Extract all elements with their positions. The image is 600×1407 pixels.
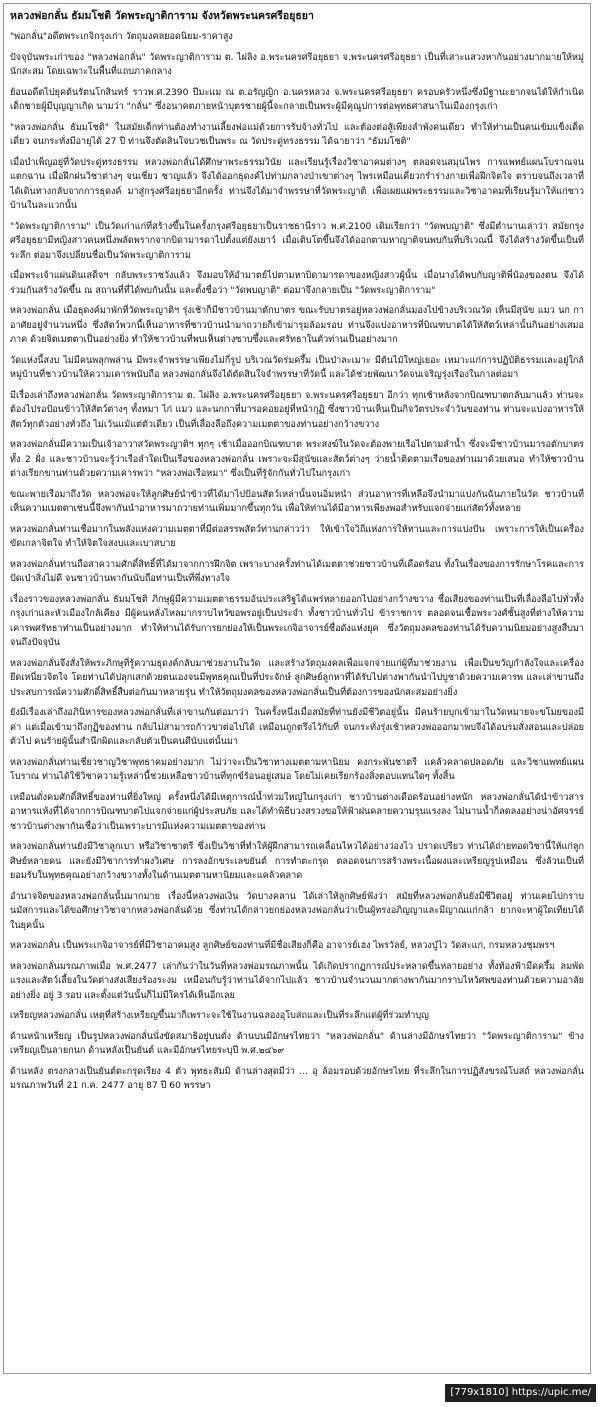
paragraph: ยังมีเรื่องเล่าถึงอภินิหารของหลวงพ่อกลั่นที่เล่าขานกันต่อมาว่า ในครั้งหนึ่งเมื่อสมัยที่ท่านยังมีชีวิตอยู่นั้น มีคนร้ายบุกเข้ามาในวัดหมายจะขโมยของมีค่า แต่เมื่อเข้ามาถึงกุฏิของท่าน กลับไม่สามารถก้าวขาต่อไปได้ เหมือนถูกตรึงไว้กับที่ จนกระทั่งรุ่งเช้าหลวงพ่อออกมาพบจึงได้อบรมสั่งสอนและปล่อยตัวไป คนร้ายผู้นั้นสำนึกผิดและกลับตัวเป็นคนดีนับแต่นั้นมา: [10, 708, 584, 747]
paragraph: เมื่อบำเพ็ญอยู่ที่วัดประดู่ทรงธรรม หลวงพ่อกลั่นได้ศึกษาพระธรรมวินัย และเรียนรู้เรื่องวิชาอาคมต่างๆ ตลอดจนสมุนไพร การแพทย์แผนโบราณจนแตกฉาน เมื่อฝึกฝนวิชาต่างๆ จนเชี่ยว ชาญแล้ว จึงได้ออกธุดงค์ไปท่ามกลางป่าเขาต่างๆ ไพรเหมือนเคี่ยวกรำร่างกายเพื่อฝึกจิตใจ ตราบจนถึงเวลาที่ได้เดินทางกลับจากการธุดงค์ มาสู่กรุงศรีอยุธยาอีกครั้ง ท่านจึงได้มาจำพรรษาที่วัดพระญาติ เพื่อเผยแผ่พระธรรมและวิชาอาคมที่เรียนรู้มาให้แก่ชาวบ้านในละแวกนั้น: [10, 157, 584, 211]
paragraph: ขณะพายเรือมาถึงวัด หลวงพ่อจะให้ลูกศิษย์นำข้าวที่ได้มาไปป้อนสัตว์เหล่านั้นจนอิ่มหนำ ส่วนอาหารที่เหลือจึงนำมาแบ่งกันฉันภายในวัด ชาวบ้านที่เห็นความเมตตาเช่นนี้จึงพากันนำอาหารมาถวายท่านเพิ่มมากขึ้นทุกวัน เพื่อให้ท่านได้มีอาหารเพียงพอสำหรับแจกจ่ายแก่สัตว์ทั้งหลาย: [10, 489, 584, 514]
paragraph: หลวงพ่อกลั่น เมื่อธุดงค์มาพักที่วัดพระญาติฯ รุ่งเช้าก็มีชาวบ้านมาตักบาตร ขณะรับบาตรอยู่หลวงพ่อกลั่นมองไปข้างบริเวณวัด เห็นมีสุนัข แมว นก กา อาศัยอยู่จำนวนหนึ่ง ซึ่งสัตว์พวกนี้เห็นอาหารที่ชาวบ้านนำมาถวายก็เข้ามารุมล้อมรอบ ท่านจึงแบ่งอาหารที่บิณฑบาตได้ให้สัตว์เหล่านั้นกินอย่างเสมอภาค ด้วยจิตเมตตาเป็นอย่างยิ่ง ทำให้ชาวบ้านที่พบเห็นต่างซาบซึ้งและศรัทธาในตัวท่านเป็นอย่างมาก: [10, 306, 584, 345]
paragraph: ปัจจุบันพระเก่าของ "หลวงพ่อกลั่น" วัดพระญาติการาม ต. ไผ่ลิง อ.พระนครศรีอยุธยา จ.พระนครศรีอยุธยา เป็นที่เสาะแสวงหากันอย่างมากมายให้หมู่นักสะสม โดยเฉพาะในพื้นที่แถบภาคกลาง: [10, 52, 584, 77]
paragraph: ย้อนอดีตไปยุคต้นรัตนโกสินทร์ ราวพ.ศ.2390 ปีมะแม ณ ต.อรัญญิก อ.นครหลวง จ.พระนครศรีอยุธยา ครอบครัวหนึ่งซึ่งมีฐานะยากจนได้ให้กำเนิดเด็กชายผู้มีบุญญาเกิด นามว่า "กลั่น" ซึ่งอนาคตภายหน้าบุตรชายผู้นี้จะกลายเป็นพระผู้มีคุณูปการต่อพุทธศาสนาในเมืองกรุงเก่า: [10, 87, 584, 112]
paragraph: "หลวงพ่อกลั่น ธัมมโชติ" ในสมัยเด็กท่านต้องทำงานเลี้ยงพ่อแม่ด้วยการรับจ้างทั่วไป และต้องต่อสู้เพียงลำพังคนเดียว ทำให้ท่านเป็นคนเข้มแข็งเด็ดเดี่ยว จนกระทั่งมีอายุได้ 27 ปี ท่านจึงตัดสินใจบวชเป็นพระ ณ วัดประดู่ทรงธรรม ได้ฉายาว่า "ธัมมโชติ": [10, 122, 584, 147]
paragraph: หลวงพ่อกลั่นท่านเชี่ยวชาญวิชาพุทธาคมอย่างมาก ไม่ว่าจะเป็นวิชาทางเมตตามหานิยม คงกระพันชาตรี แคล้วคลาดปลอดภัย และวิชาแพทย์แผนโบราณ ท่านได้ใช้วิชาความรู้เหล่านี้ช่วยเหลือชาวบ้านที่ทุกข์ร้อนอยู่เสมอ โดยไม่เคยเรียกร้องสิ่งตอบแทนใดๆ ทั้งสิ้น: [10, 757, 584, 782]
paragraph: อำนาจจิตของหลวงพ่อกลั่นนั้นมากมาย เรื่องนี้หลวงพ่อเงิน วัดบางคลาน ได้เล่าให้ลูกศิษย์ฟังว่า สมัยที่หลวงพ่อกลั่นยังมีชีวิตอยู่ ท่านเคยไปกราบนมัสการและได้ขอศึกษาวิชาจากหลวงพ่อกลั่นด้วย ซึ่งท่านได้กล่าวยกย่องหลวงพ่อกลั่นว่าเป็นผู้ทรงอภิญญาและมีญาณแก่กล้า ยากจะหาผู้ใดเทียบได้ในยุคนั้น: [10, 891, 584, 931]
paragraph: เหมือนดั่งคมศักดิ์สิทธิ์ของท่านที่ยิ่งใหญ่ ครั้งหนึ่งได้มีเหตุการณ์น้ำท่วมใหญ่ในกรุงเก่า ชาวบ้านต่างเดือดร้อนอย่างหนัก หลวงพ่อกลั่นได้นำข้าวสารอาหารแห้งที่ได้จากการบิณฑบาตไปแจกจ่ายแก่ผู้ประสบภัย และได้ทำพิธีบวงสรวงขอให้ฟ้าฝนคลายความรุนแรงลง ไม่นานน้ำก็ลดลงอย่างน่าอัศจรรย์ ชาวบ้านต่างพากันเชื่อว่าเป็นเพราะบารมีแห่งความเมตตาของท่าน: [10, 792, 584, 832]
paragraph: หลวงพ่อกลั่นท่านเชื่อมากในพลังแห่งความเมตตาที่มีต่อสรรพสัตว์ท่านกล่าวว่า ให้เข้าใจวิถีแห่งการให้ทานและการแบ่งปัน เพราะการให้เป็นเครื่องขัดเกลาจิตใจ ทำให้จิตใจสงบและเบาสบาย: [10, 524, 584, 549]
paragraph: "พ่อกลั่น"อดีตพระเกจิกรุงเก่า วัตถุมงคลยอดนิยม-ราคาสูง: [10, 32, 233, 42]
paragraph: เหรียญหลวงพ่อกลั่น เหตุที่สร้างเหรียญขึ้นมาก็เพราะจะใช้ในงานฉลองอุโบสถและเป็นที่ระลึกแด่ผู้ที่ร่วมทำบุญ: [10, 1011, 429, 1021]
paragraph: เรื่องราวของหลวงพ่อกลั่น ธัมมโชติ ภิกษุผู้มีความเมตตาธรรมอันประเสริฐได้แพร่หลายออกไปอย่างกว้างขวาง ชื่อเสียงของท่านเป็นที่เลื่องลือไปทั่วทั้งกรุงเก่าและหัวเมืองใกล้เคียง มีผู้คนหลั่งไหลมากราบไหว้ขอพรอยู่เป็นประจำ ทั้งชาวบ้านทั่วไป ข้าราชการ ตลอดจนเชื้อพระวงศ์ชั้นสูงที่ต่างให้ความเคารพศรัทธาท่านเป็นอย่างมาก ทำให้ท่านได้รับการยกย่องให้เป็นพระเกจิอาจารย์ชื่อดังแห่งยุค ซึ่งวัตถุมงคลของท่านได้รับความนิยมอย่างสูงสืบมาจนถึงปัจจุบัน: [10, 594, 584, 648]
paragraph: หลวงพ่อกลั่น เป็นพระเกจิอาจารย์ที่มีวิชาอาคมสูง ลูกศิษย์ของท่านที่มีชื่อเสียงก็คือ อาจารย์เฮง ไพรวัลย์, หลวงปู่ไว วัดสะแก, กรมหลวงชุมพรฯ: [10, 941, 555, 951]
paragraph: หลวงพ่อกลั่นจึงสั่งให้พระภิกษุที่รู้ความธุดงค์กลับมาช่วยงานในวัด และสร้างวัตถุมงคลเพื่อแจกจ่ายแก่ผู้ที่มาช่วยงาน เพื่อเป็นขวัญกำลังใจและเครื่องยึดเหนี่ยวจิตใจ โดยท่านได้ปลุกเสกด้วยตนเองจนมีพุทธคุณเป็นที่ประจักษ์ ลูกศิษย์ลูกหาที่ได้รับไปต่างพากันนำไปบูชาด้วยความเคารพ และเล่าขานถึงประสบการณ์ความศักดิ์สิทธิ์สืบต่อกันมาหลายรุ่น ทำให้วัตถุมงคลของหลวงพ่อกลั่นเป็นที่ต้องการของนักสะสมอย่างยิ่ง: [10, 658, 584, 698]
paragraph: หลวงพ่อกลั่นมรณภาพเมื่อ พ.ศ.2477 เล่ากันว่าในวันที่หลวงพ่อมรณภาพนั้น ได้เกิดปรากฏการณ์ประหลาดขึ้นหลายอย่าง ทั้งท้องฟ้ามืดครึ้ม ลมพัดแรงและสัตว์เลี้ยงในวัดต่างส่งเสียงร้องระงม เหมือนกับรู้ว่าท่านได้จากไปแล้ว ชาวบ้านจำนวนมากต่างพากันมากราบไหว้ศพของท่านด้วยความอาลัยอย่างยิ่ง อยู่ 3 รอบ และตั้งแต่วันนั้นก็ไม่มีใครได้เห็นอีกเลย: [10, 961, 584, 1001]
paragraph: วัดแห่งนี้สงบ ไม่มีคนพลุกพล่าน มีพระจำพรรษาเพียงไม่กี่รูป บริเวณวัดร่มครึ้ม เป็นป่าละเมาะ มีต้นไม้ใหญ่เยอะ เหมาะแก่การปฏิบัติธรรมและอยู่ใกล้หมู่บ้านที่ชาวบ้านให้ความเคารพนับถือ หลวงพ่อกลั่นจึงได้ตัดสินใจจำพรรษาที่วัดนี้ และได้ช่วยพัฒนาวัดจนเจริญรุ่งเรืองในกาลต่อมา: [10, 355, 584, 380]
article: [3, 3, 591, 1374]
paragraph: หลวงพ่อกลั่นท่านยังมีวิชาลูกเบา หรือวิชาชาตรี ซึ่งเป็นวิชาที่ทำให้ผู้ฝึกสามารถเคลื่อนไหวได้อย่างว่องไว ปราดเปรียว ท่านได้ถ่ายทอดวิชานี้ให้แก่ลูกศิษย์หลายคน และยังมีวิชาการทำผงวิเศษ การลงอักขระเลขยันต์ การทำตะกรุด ตลอดจนการสร้างพระเนื้อผงและเหรียญรูปเหมือน ซึ่งล้วนเป็นที่ยอมรับในพุทธคุณอย่างกว้างขวางทั้งในด้านเมตตามหานิยมและแคล้วคลาด: [10, 842, 584, 881]
paragraph: หลวงพ่อกลั่นมีความเป็นเจ้าอาวาสวัดพระญาติฯ ทุกๆ เช้าเมื่อออกบิณฑบาต พระสงฆ์ในวัดจะต้องพายเรือไปตามลำน้ำ ซึ่งจะมีชาวบ้านมารอตักบาตรทั้ง 2 ฝั่ง และชาวบ้านจะรู้ว่าเรือลำใดเป็นเรือของหลวงพ่อกลั่น เพราะจะมีสุนัขและสัตว์ต่างๆ ว่ายน้ำติดตามเรือของท่านมาด้วยเสมอ ทำให้ชาวบ้านต่างเรียกขานท่านด้วยความเคารพว่า "หลวงพ่อเรือหมา" ซึ่งเป็นที่รู้จักกันทั่วไปในกรุงเก่า: [10, 440, 584, 479]
article-title: หลวงพ่อกลั่น ธัมมโชติ วัดพระญาติการาม จังหวัดพระนครศรีอยุธยา: [10, 10, 314, 22]
paragraph: ด้านหน้าเหรียญ เป็นรูปหลวงพ่อกลั่นนั่งขัดสมาธิอยู่บนตั่ง ด้านบนมีอักษรไทยว่า "หลวงพ่อกลั่น" ด้านล่างมีอักษรไทยว่า "วัดพระญาติการาม" ข้างเหรียญเป็นลายกนก ด้านหลังเป็นยันต์ และมีอักษรไทยระบุปี พ.ศ.๒๔๖๙: [10, 1031, 584, 1056]
image-size-tag: [779x1810] https://upic.me/: [445, 1384, 596, 1402]
paragraph: เมื่อพระเจ้าแผ่นดินเสด็จฯ กลับพระราชวังแล้ว จึงมอบให้อำมาตย์ไปตามหาบิดามารดาของหญิงสาวผู้นั้น เมื่อนางได้พบกับญาติพี่น้องของตน จึงได้ร่วมกันสร้างวัดขึ้น ณ สถานที่ที่ได้พบกันนั้น และตั้งชื่อว่า "วัดพบญาติ" ต่อมาจึงกลายเป็น "วัดพระญาติการาม": [10, 271, 584, 296]
paragraph: หลวงพ่อกลั่นท่านถือสาความศักดิ์สิทธิ์ที่ได้มาจากการฝึกจิต เพราะบางครั้งท่านได้เมตตาช่วยชาวบ้านที่เดือดร้อน ทั้งในเรื่องของการรักษาโรคและการปัดเป่าสิ่งไม่ดี จนชาวบ้านพากันนับถือท่านเป็นที่พึ่งทางใจ: [10, 559, 584, 584]
paragraph: มีเรื่องเล่าถึงหลวงพ่อกลั่น วัดพระญาติการาม ต. ไผ่ลิง อ.พระนครศรีอยุธยา จ.พระนครศรีอยุธยา อีกว่า ทุกเช้าหลังจากบิณฑบาตกลับมาแล้ว ท่านจะต้องไปรอป้อนข้าวให้สัตว์ต่างๆ ทั้งหมา ไก่ แมว และนกกาที่มารอคอยอยู่ที่หน้ากุฏิ ซึ่งชาวบ้านเห็นเป็นกิจวัตรประจำวันของท่าน ท่านจะแบ่งอาหารให้สัตว์ทุกตัวอย่างทั่วถึง ไม่เว้นแม้แต่ตัวเดียว เป็นที่เลื่องลือถึงความเมตตาของท่านอย่างกว้างขวาง: [10, 390, 584, 430]
paragraph: ด้านหลัง ตรงกลางเป็นยันต์ตะกรุดเรียง 4 ตัว พุทธะสัมมิ ด้านล่างสุดมีว่า ... อุ ล้อมรอบด้วยอักษรไทย ที่ระลึกในการปฏิสังขรณ์โบสถ์ หลวงพ่อกลั่นมรณภาพวันที่ 21 ก.ค. 2477 อายุ 87 ปี 60 พรรษา: [10, 1066, 584, 1091]
article-body: [10, 30, 584, 1094]
paragraph: "วัดพระญาติการาม" เป็นวัดเก่าแก่ที่สร้างขึ้นในครั้งกรุงศรีอยุธยาเป็นราชธานีราว พ.ศ.2100 เดิมเรียกว่า "วัดพบญาติ" ซึ่งมีตำนานเล่าว่า สมัยกรุงศรีอยุธยามีหญิงสาวคนหนึ่งพลัดพรากจากบิดามารดาไปตั้งแต่ยังเยาว์ เมื่อเติบโตขึ้นจึงได้ออกตามหาญาติจนพบกันที่บริเวณนี้ จึงได้สร้างวัดขึ้นเป็นที่ระลึก ต่อมาจึงเปลี่ยนชื่อเป็นวัดพระญาติการาม: [10, 221, 584, 261]
